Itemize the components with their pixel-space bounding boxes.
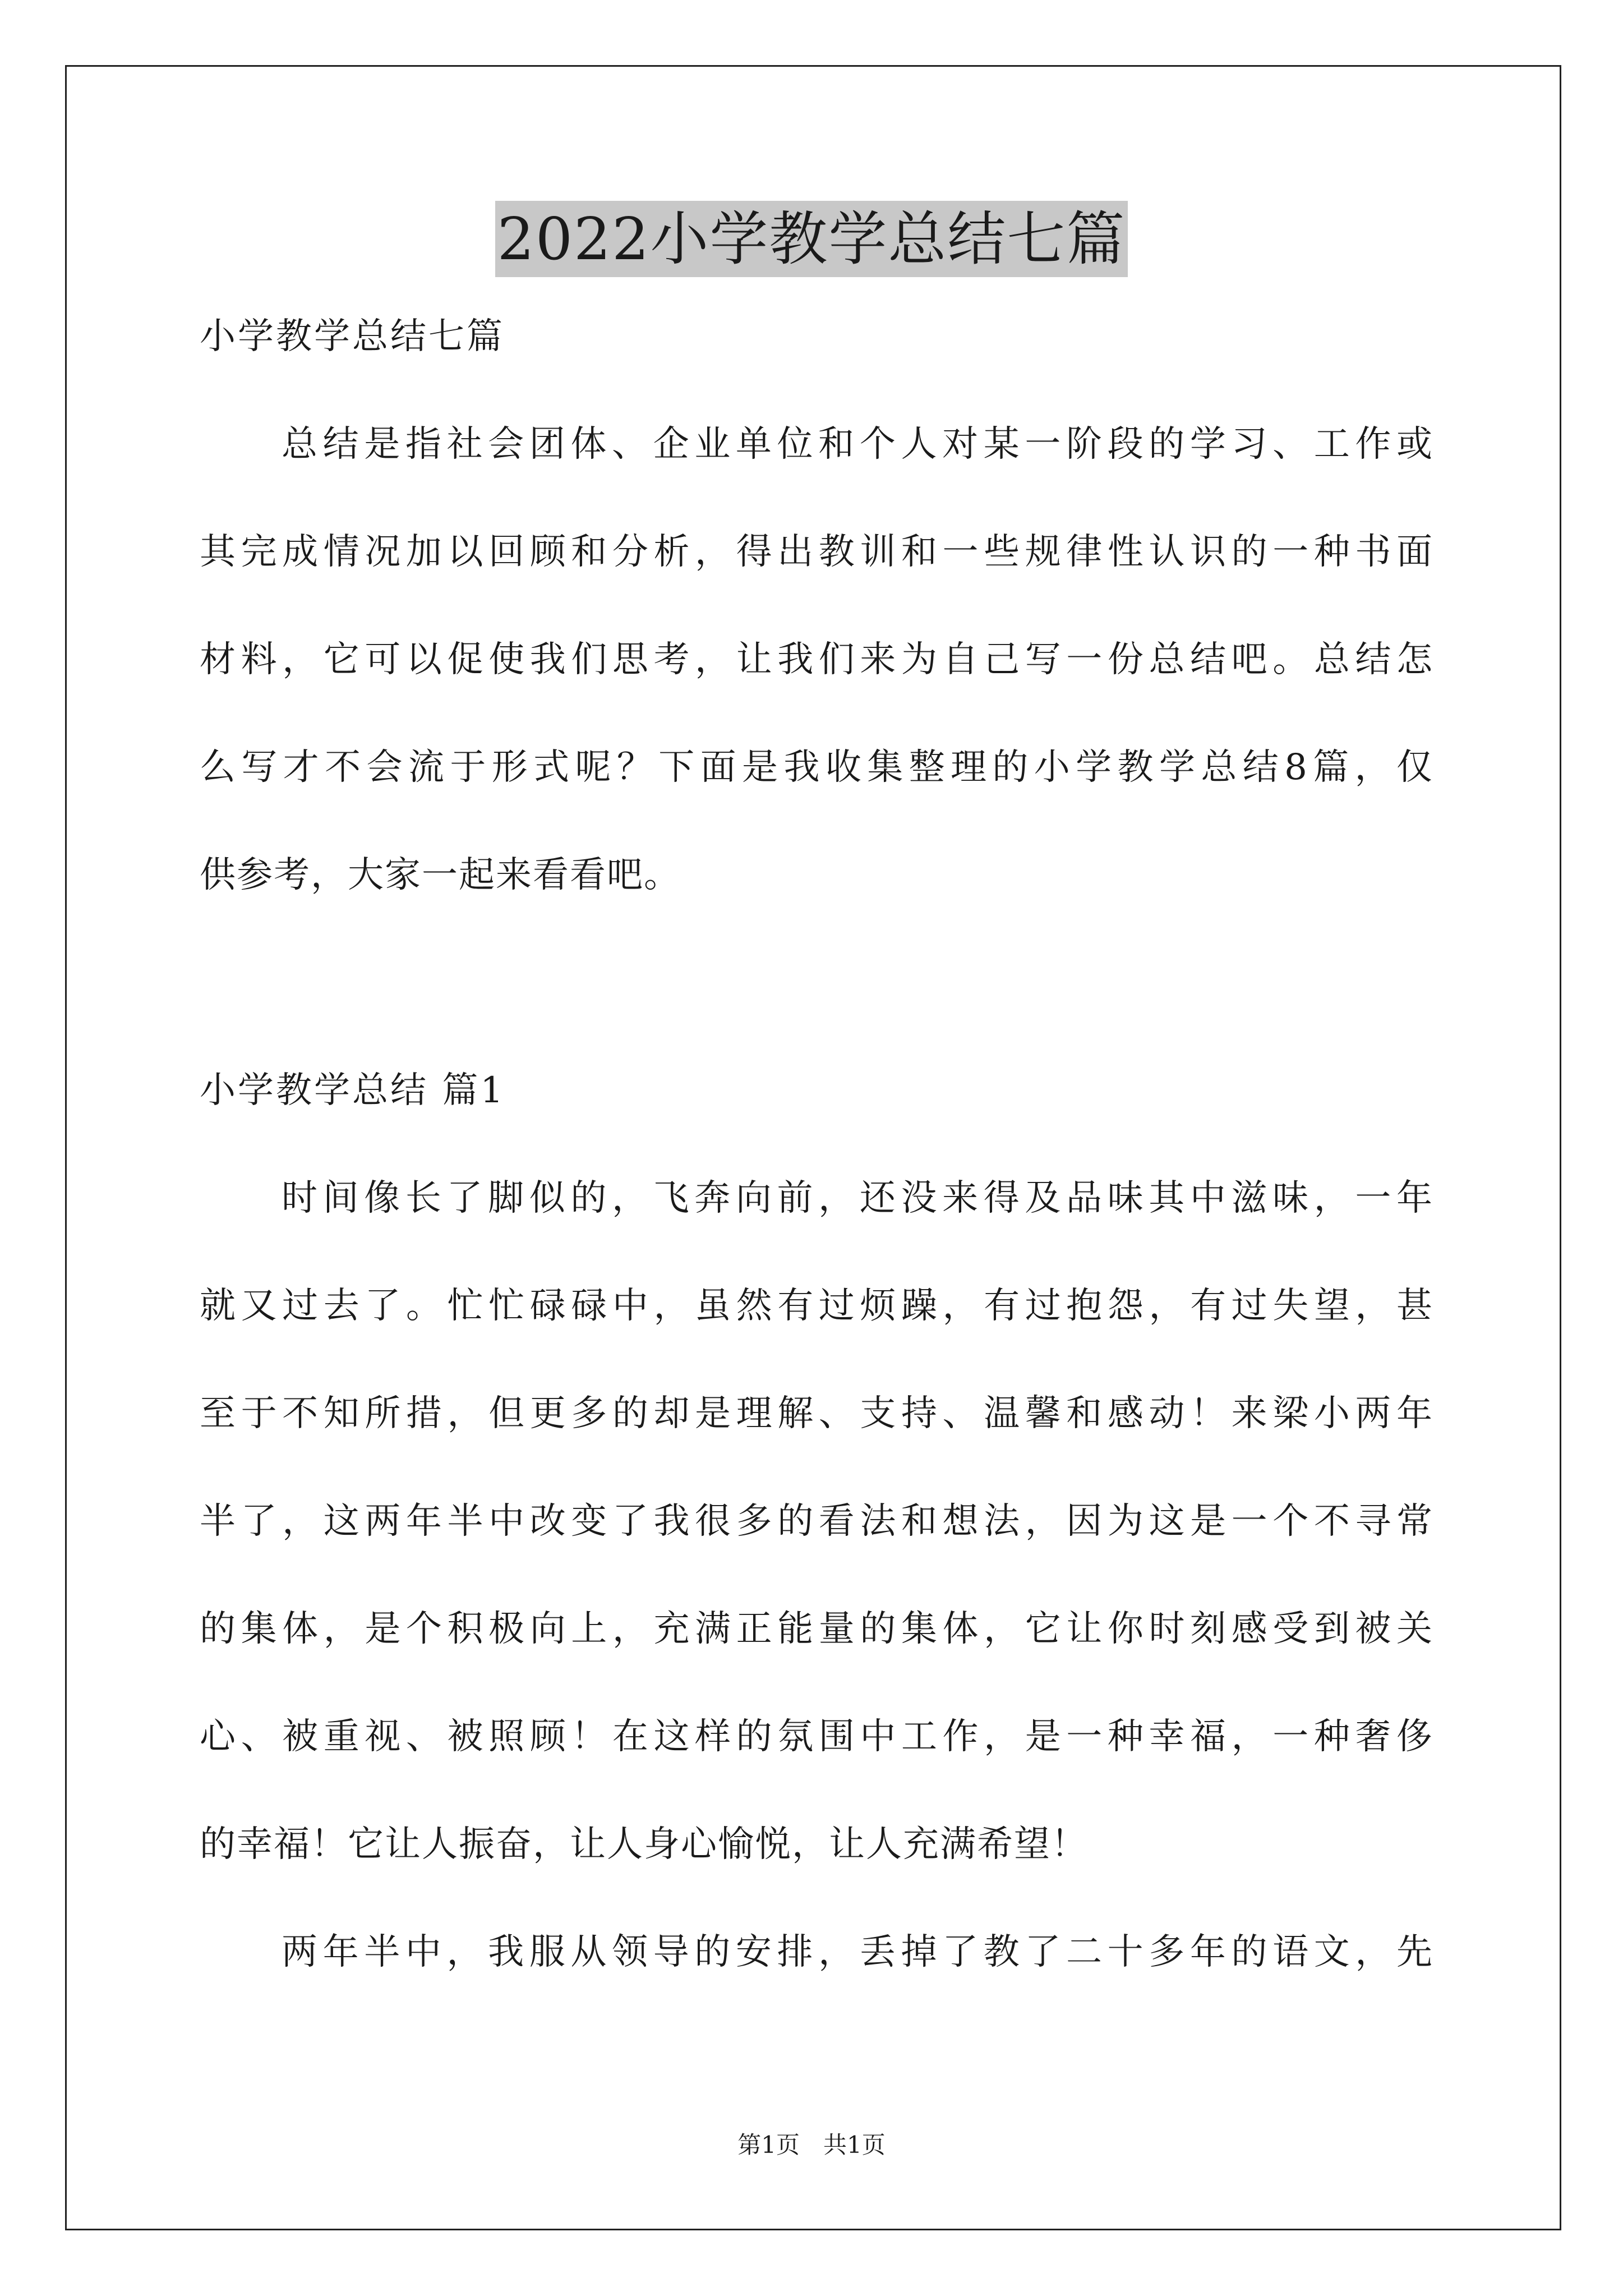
document-title: 2022小学教学总结七篇 <box>495 201 1128 277</box>
document-subtitle: 小学教学总结七篇 <box>200 316 505 357</box>
paragraph-line: 两年半中，我服从领导的安排，丢掉了教了二十多年的语文，先 <box>282 1931 1433 1973</box>
intro-line: 么写才不会流于形式呢？下面是我收集整理的小学教学总结8篇，仅 <box>200 747 1433 788</box>
paragraph-line: 就又过去了。忙忙碌碌中，虽然有过烦躁，有过抱怨，有过失望，甚 <box>200 1285 1433 1327</box>
document-body <box>200 314 1433 2037</box>
section-heading: 小学教学总结 篇1 <box>200 1070 506 1111</box>
page-footer: 第1页 共1页 <box>737 2131 886 2159</box>
paragraph-line: 时间像长了脚似的，飞奔向前，还没来得及品味其中滋味，一年 <box>282 1177 1433 1219</box>
paragraph-line: 的集体，是个积极向上，充满正能量的集体，它让你时刻感受到被关 <box>200 1608 1433 1650</box>
intro-line: 供参考，大家一起来看看吧。 <box>200 854 681 896</box>
paragraph-line: 至于不知所措，但更多的却是理解、支持、温馨和感动！来梁小两年 <box>200 1393 1433 1434</box>
paragraph-line: 半了，这两年半中改变了我很多的看法和想法，因为这是一个不寻常 <box>200 1501 1433 1542</box>
section1-paragraph-1 <box>200 1176 1433 1867</box>
paragraph-line: 心、被重视、被照顾！在这样的氛围中工作，是一种幸福，一种奢侈 <box>200 1716 1433 1757</box>
title-area <box>0 201 1623 277</box>
intro-line: 其完成情况加以回顾和分析，得出教训和一些规律性认识的一种书面 <box>200 531 1433 573</box>
intro-line: 材料，它可以促使我们思考，让我们来为自己写一份总结吧。总结怎 <box>200 639 1433 680</box>
intro-paragraph <box>200 422 1433 898</box>
intro-line: 总结是指社会团体、企业单位和个人对某一阶段的学习、工作或 <box>282 424 1433 465</box>
section1-paragraph-2 <box>200 1930 1433 1975</box>
paragraph-line: 的幸福！它让人振奋，让人身心愉悦，让人充满希望！ <box>200 1824 1088 1865</box>
